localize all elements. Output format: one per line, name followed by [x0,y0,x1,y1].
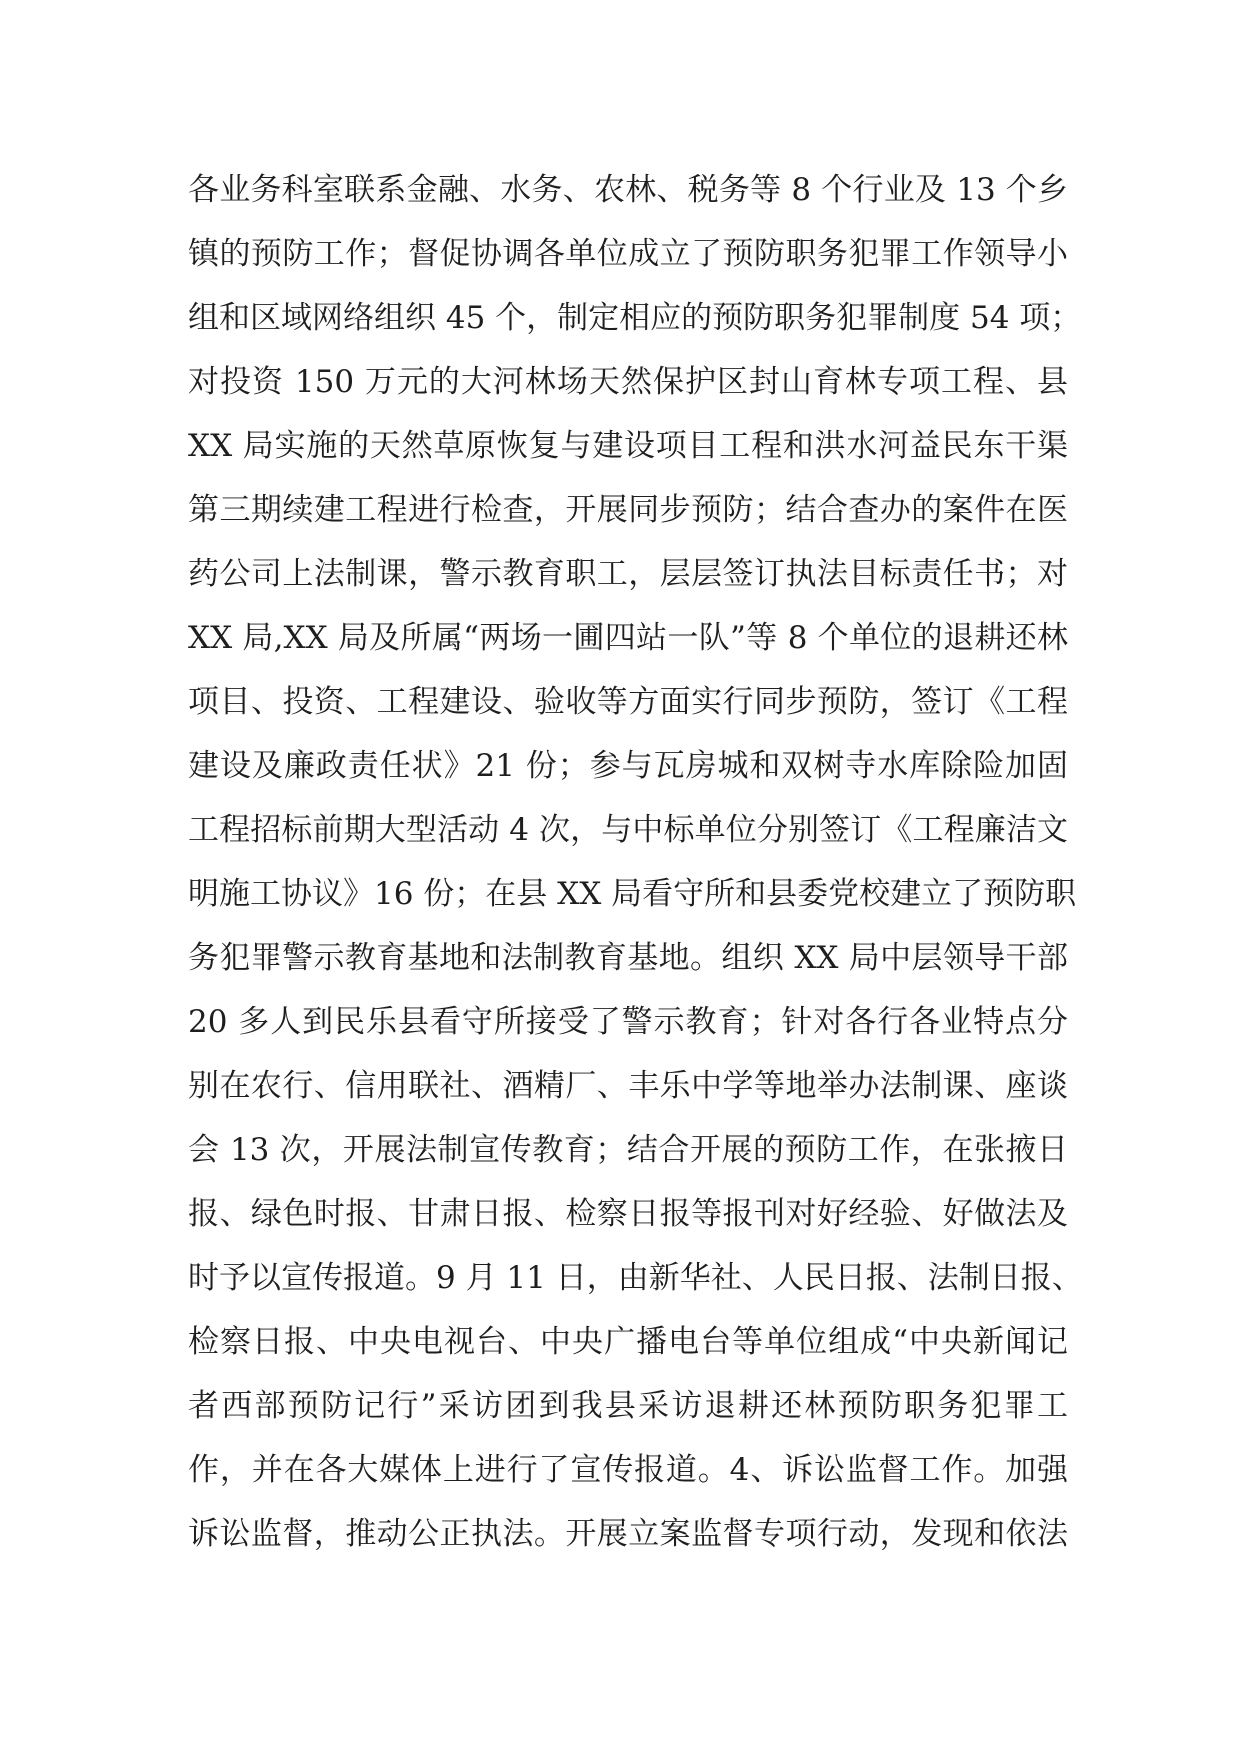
text-line: 者西部预防记行”采访团到我县采访退耕还林预防职务犯罪工 [188,1388,1068,1424]
text-line: 对投资 150 万元的大河林场天然保护区封山育林专项工程、县 [188,364,1068,400]
text-line: 工程招标前期大型活动 4 次，与中标单位分别签订《工程廉洁文 [188,812,1068,848]
text-line: XX 局实施的天然草原恢复与建设项目工程和洪水河益民东干渠 [188,428,1068,464]
text-line: 各业务科室联系金融、水务、农林、税务等 8 个行业及 13 个乡 [188,172,1068,208]
text-line: 20 多人到民乐县看守所接受了警示教育；针对各行各业特点分 [188,1004,1068,1040]
text-line: 时予以宣传报道。9 月 11 日，由新华社、人民日报、法制日报、 [188,1260,1083,1296]
text-line: 药公司上法制课，警示教育职工，层层签订执法目标责任书；对 [188,556,1068,592]
text-line: 诉讼监督，推动公正执法。开展立案监督专项行动，发现和依法 [188,1516,1068,1552]
text-line: XX 局,XX 局及所属“两场一圃四站一队”等 8 个单位的退耕还林 [188,620,1068,656]
text-line: 第三期续建工程进行检查，开展同步预防；结合查办的案件在医 [188,492,1068,528]
text-line: 明施工协议》16 份；在县 XX 局看守所和县委党校建立了预防职 [188,876,1077,912]
text-line: 务犯罪警示教育基地和法制教育基地。组织 XX 局中层领导干部 [188,940,1068,976]
body-paragraph [188,158,1083,1566]
text-line: 会 13 次，开展法制宣传教育；结合开展的预防工作，在张掖日 [188,1132,1068,1168]
text-line: 镇的预防工作；督促协调各单位成立了预防职务犯罪工作领导小 [188,236,1068,272]
text-line: 作，并在各大媒体上进行了宣传报道。4、诉讼监督工作。加强 [188,1452,1068,1488]
text-line: 报、绿色时报、甘肃日报、检察日报等报刊对好经验、好做法及 [188,1196,1068,1232]
text-line: 建设及廉政责任状》21 份；参与瓦房城和双树寺水库除险加固 [188,748,1068,784]
text-line: 检察日报、中央电视台、中央广播电台等单位组成“中央新闻记 [188,1324,1068,1360]
text-line: 组和区域网络组织 45 个，制定相应的预防职务犯罪制度 54 项； [188,300,1082,336]
text-line: 项目、投资、工程建设、验收等方面实行同步预防，签订《工程 [188,684,1068,720]
text-line: 别在农行、信用联社、酒精厂、丰乐中学等地举办法制课、座谈 [188,1068,1068,1104]
